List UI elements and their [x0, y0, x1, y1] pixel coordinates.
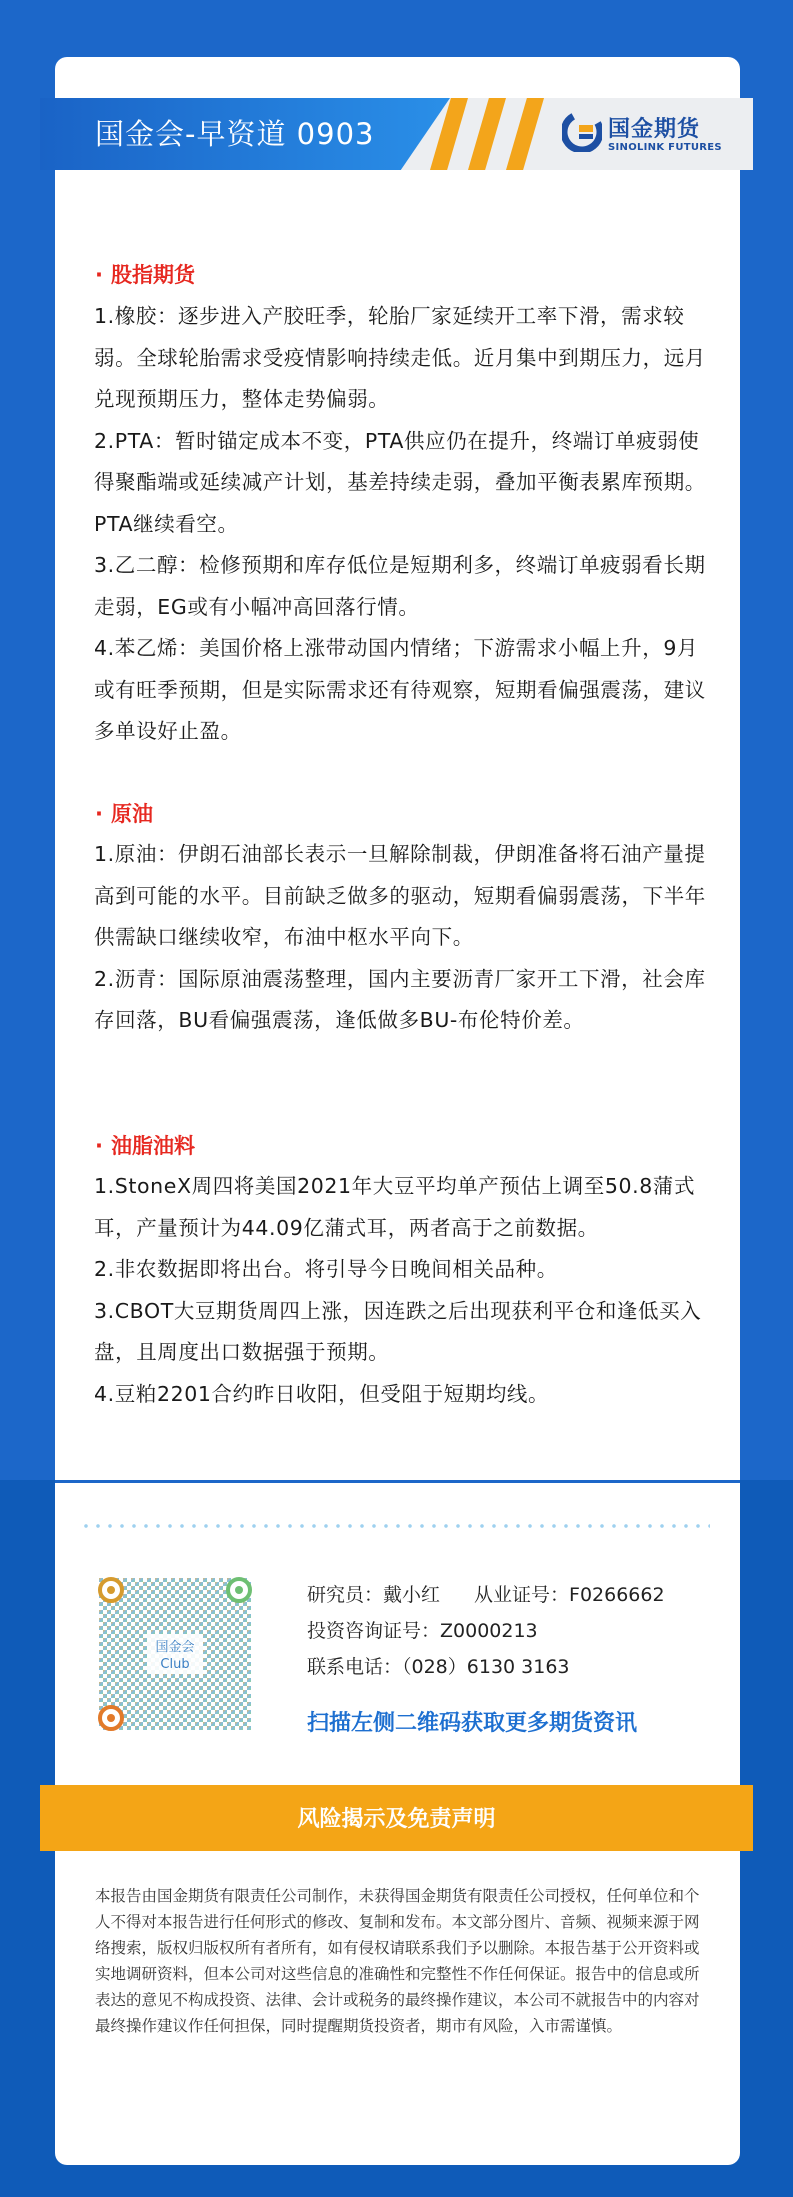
section-title: · 股指期货 [95, 263, 195, 287]
list-item: 2.沥青：国际原油震荡整理，国内主要沥青厂家开工下滑，社会库存回落，BU看偏强震荡，逢低做多BU-布伦特价差。 [94, 966, 706, 1032]
bullet-dot-icon: · [95, 802, 103, 826]
bullet-dot-icon: · [95, 263, 103, 287]
researcher-info [307, 1580, 665, 1607]
list-item: 1.橡胶：逐步进入产胶旺季，轮胎厂家延续开工率下滑，需求较弱。全球轮胎需求受疫情影响持续走低。近月集中到期压力，远月兑现预期压力，整体走势偏弱。 [94, 304, 706, 411]
researcher-name: 研究员：戴小红 [307, 1584, 441, 1606]
page-title: 国金会-早资道 0903 [95, 117, 375, 151]
list-item: 4.苯乙烯：美国价格上涨带动国内情绪；下游需求小幅上升，9月或有旺季预期，但是实际需求还有待观察，短期看偏强震荡，建议多单设好止盈。 [94, 636, 706, 743]
card-divider [55, 1480, 740, 1483]
list-item: 1.原油：伊朗石油部长表示一旦解除制裁，伊朗准备将石油产量提高到可能的水平。目前缺乏做多的驱动，短期看偏弱震荡，下半年供需缺口继续收窄，布油中枢水平向下。 [94, 842, 706, 949]
qr-label: 国金会 [155, 1640, 195, 1655]
logo-chinese-name: 国金期货 [608, 117, 701, 142]
list-item: 1.StoneX周四将美国2021年大豆平均单产预估上调至50.8蒲式耳，产量预计为44.09亿蒲式耳，两者高于之前数据。 [94, 1174, 696, 1240]
list-item: 3.乙二醇：检修预期和库存低位是短期利多，终端订单疲弱看长期走弱，EG或有小幅冲高回落行情。 [94, 553, 706, 619]
section-body [94, 834, 708, 1042]
bullet-dot-icon: · [95, 1134, 103, 1158]
section-title: · 原油 [95, 802, 153, 826]
license-number: 从业证号：F0266662 [474, 1584, 665, 1606]
risk-title: 风险揭示及免责声明 [297, 1807, 496, 1832]
qr-label: Club [160, 1657, 190, 1672]
section-body [94, 296, 708, 753]
list-item: 2.PTA：暂时锚定成本不变，PTA供应仍在提升，终端订单疲弱使得聚酯端或延续减产计划，基差持续走弱，叠加平衡表累库预期。PTA继续看空。 [94, 428, 706, 536]
section-title: · 油脂油料 [95, 1134, 195, 1158]
list-item: 4.豆粕2201合约昨日收阳，但受阻于短期均线。 [94, 1381, 550, 1406]
logo-english-name: SINOLINK FUTURES [608, 142, 722, 153]
list-item: 2.非农数据即将出台。将引导今日晚间相关品种。 [94, 1257, 558, 1281]
advisory-license: 投资咨询证号：Z0000213 [307, 1620, 538, 1642]
qr-call-to-action: 扫描左侧二维码获取更多期货资讯 [307, 1711, 638, 1736]
dotted-divider [80, 1524, 710, 1528]
qr-code[interactable] [95, 1574, 255, 1734]
company-logo [562, 112, 747, 158]
section-body [94, 1166, 708, 1415]
header-banner [40, 98, 753, 170]
risk-banner [40, 1785, 753, 1851]
disclaimer-text: 本报告由国金期货有限责任公司制作，未获得国金期货有限责任公司授权，任何单位和个人不得对本报告进行任何形式的修改、复制和发布。本文部分图片、音频、视频来源于网络搜索，版权归版权所有者所有，如有侵权请联系我们予以删除。本报告基于公开资料或实地调研资料，但本公司对这些信息的准确性和完整性不作任何保证。报告中的信息或所表达的意见不构成投资、法律、会计或税务的最终操作建议，本公司不就报告中的内容对最终操作建议作任何担保，同时提醒期货投资者，期市有风险，入市需谨慎。 [95, 1887, 700, 2035]
list-item: 3.CBOT大豆期货周四上涨，因连跌之后出现获利平仓和逢低买入盘，且周度出口数据强于预期。 [94, 1298, 702, 1364]
logo-mark-icon [562, 112, 602, 152]
contact-phone: 联系电话：（028）6130 3163 [307, 1656, 570, 1678]
